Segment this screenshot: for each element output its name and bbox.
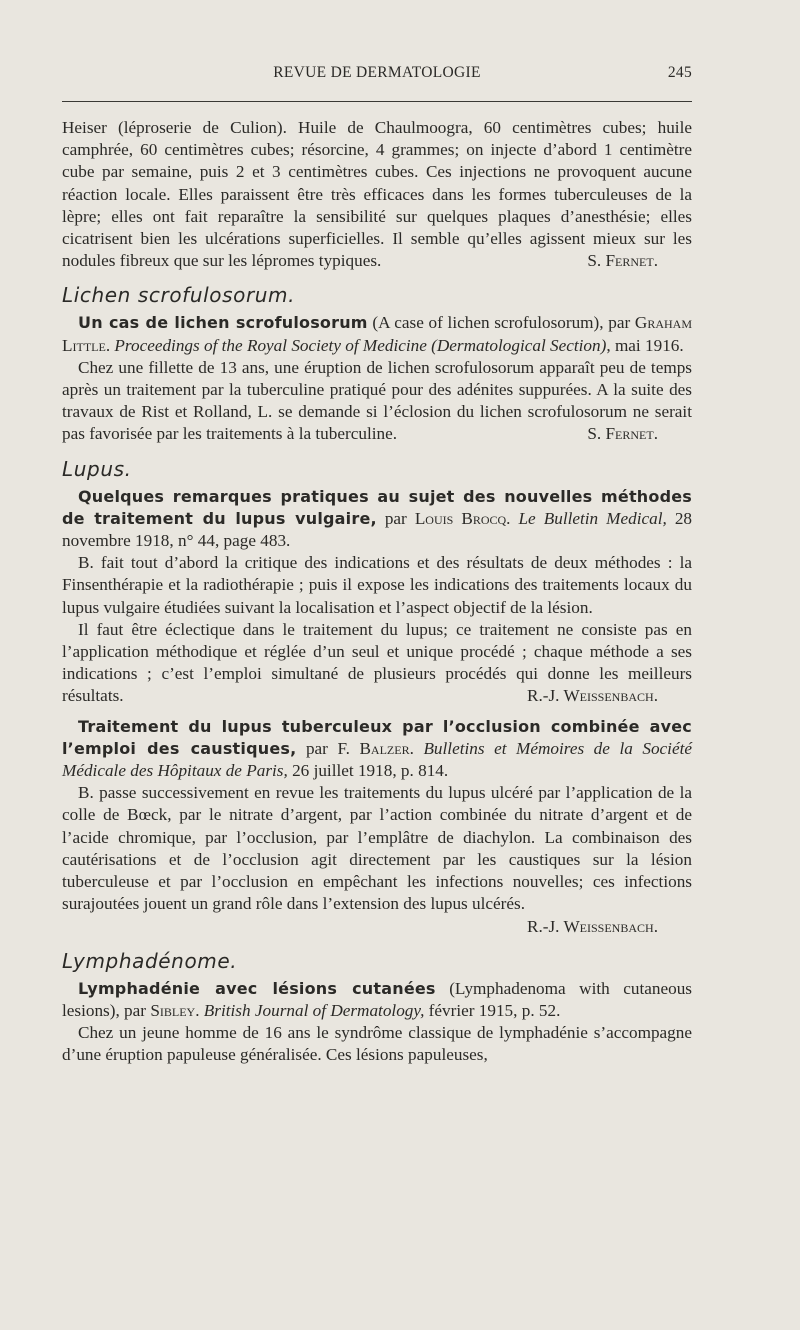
citation-date: février 1915, p. 52. [424,1000,561,1020]
author-name: Graham Little [62,313,692,355]
citation-date: 28 novembre 1918, n° 44, page 483. [62,508,693,551]
paragraph-text: Heiser (léproserie de Culion). Huile de Chaulmoogra, 60 centimètres cubes; huile camphrée, 60 centimètres cubes; résorcine, 4 grammes; on injecte d’abord 1 centimètre cube par semaine, puis 2 et 3 centimètres cubes. Ces injections ne provoquent aucune réaction locale. Elles paraissent être très efficaces dans les formes tuberculeuses de la lèpre; elles ont fait reparaître la sensibilité sur quelques plaques d’anesthésie; elles cicatrisent bien les ulcérations superficielles. Il semble qu’elles agissent mieux sur les nodules fibreux que sur les lépromes typiques. [62,118,692,271]
author-name: Balzer [359,738,410,758]
article-citation [62,312,692,356]
citation-text: par [376,508,415,528]
paragraph: Chez un jeune homme de 16 ans le syndrôme classique de lymphadénie s’accompagne d’une éruption papuleuse généralisée. Ces lésions papuleuses, [62,1023,692,1065]
header-rule [62,101,692,102]
journal-name: Le Bulletin Medical, [518,508,667,528]
signature: R.-J. Weissenbach. [527,686,658,706]
article-citation [62,978,692,1022]
citation-date: 26 juillet 1918, p. 814. [287,761,449,781]
citation-text: (Lymphadenoma with cutaneous lesions), par [62,978,692,1020]
article-title: Un cas de lichen scrofulosorum [78,313,368,333]
signature: R.-J. Weissenbach. [527,916,658,936]
paragraph [62,619,692,708]
article-title: Lymphadénie avec lésions cutanées [78,978,436,998]
citation-text: . [506,508,519,528]
journal-name: Bulletins et Mémoires de la Société Médicale des Hôpitaux de Paris, [62,738,692,781]
paragraph [62,357,692,446]
author-name: Louis Brocq [414,508,507,528]
article-title: Traitement du lupus tuberculeux par l’occlusion combinée avec l’emploi des caustiques, [62,716,692,758]
article-citation [62,486,692,553]
journal-title: REVUE DE DERMATOLOGIE [273,64,481,81]
section-heading: Lymphadénome. [62,948,238,973]
journal-name: British Journal of Dermatology, [203,1000,425,1020]
citation-text: . [195,1000,204,1020]
citation-text: (A case of lichen scrofulosorum), par [367,313,635,333]
running-header [62,64,692,88]
article-title: Quelques remarques pratiques au sujet des nouvelles méthodes de traitement du lupus vulgaire, [62,486,692,528]
paragraph [62,117,692,272]
page-body [62,117,692,1067]
journal-name: Proceedings of the Royal Society of Medicine (Dermatological Section) [114,335,607,355]
paragraph-text: Il faut être éclectique dans le traitement du lupus; ce traitement ne consiste pas en l’application méthodique et réglée d’un seul et unique procédé ; chaque méthode a ses indications ; c’est l’emploi simultané de plusieurs procédés qui donne les meilleurs résultats. [62,619,692,706]
signature: S. Fernet. [587,251,658,271]
page-number: 245 [667,64,692,81]
citation-date: , mai 1916. [606,335,684,355]
citation-text: par F. [296,738,360,758]
article-citation [62,716,692,783]
citation-text: . [409,738,424,758]
citation-text: . [105,335,115,355]
signature: S. Fernet. [587,424,658,444]
paragraph: B. passe successivement en revue les traitements du lupus ulcéré par l’application de la colle de Bœck, par le nitrate d’argent, par l’action combinée du nitrate d’argent et de l’acide chromique, par l’occlusion, par l’emplâtre de diachylon. La combinaison des cautérisations et de l’occlusion agit directement par les caustiques sur la lésion tuberculeuse et par l’occlusion en empêchant les infections nouvelles; ces infections surajoutées jouent un grand rôle dans l’extension des lupus ulcérés. [62,783,692,914]
section-heading: Lupus. [62,456,132,481]
section-heading: Lichen scrofulosorum. [62,283,296,308]
paragraph-text: Chez une fillette de 13 ans, une éruption de lichen scrofulosorum apparaît peu de temps après un traitement par la tuberculine pratiqué pour des adénites suppurées. A la suite des travaux de Rist et Rolland, L. se demande si l’éclosion du lichen scrofulosorum ne serait pas favorisée par les traitements à la tuberculine. [62,357,692,444]
author-name: Sibley [150,1000,196,1020]
paragraph: B. fait tout d’abord la critique des indications et des résultats de deux méthodes : la Finsenthérapie et la radiothérapie ; puis il expose les indications des traitements locaux du lupus vulgaire étudiées suivant la localisation et l’aspect objectif de la lésion. [62,553,692,617]
